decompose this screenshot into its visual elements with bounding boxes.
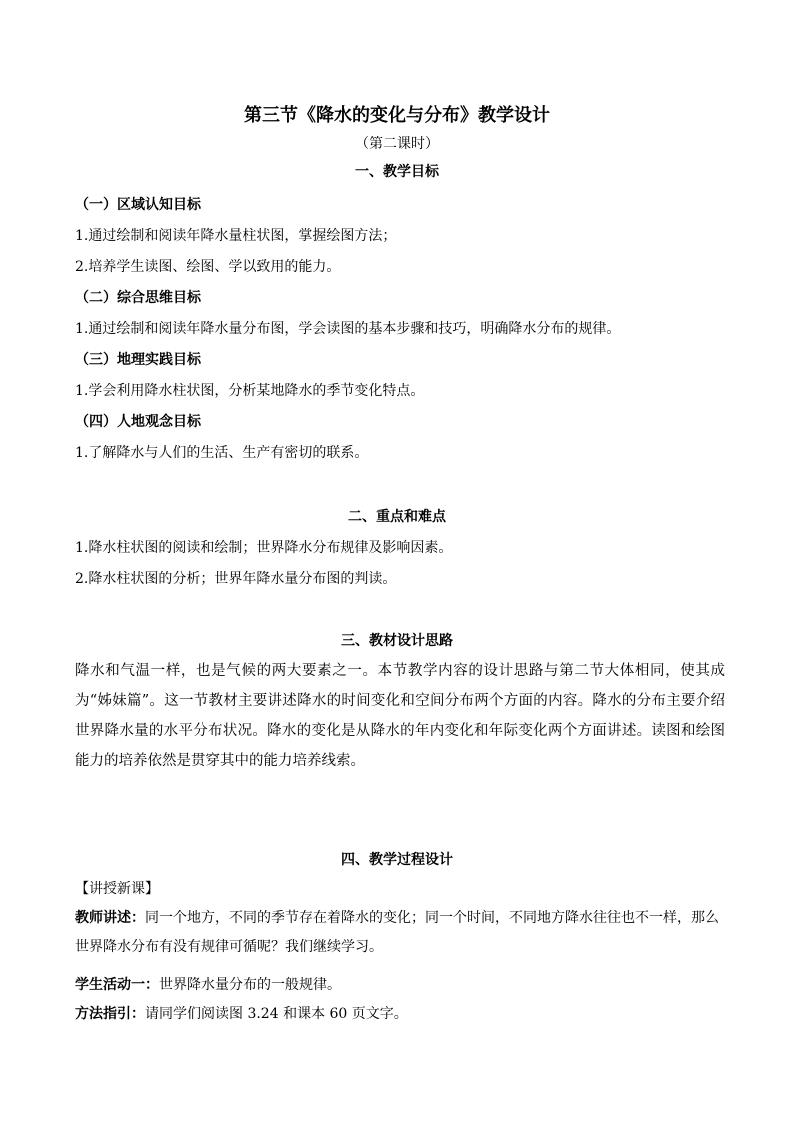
section-heading-design-ideas: 三、教材设计思路 [341,633,453,649]
activity-label: 学生活动一： [75,977,159,993]
method-text: 请同学们阅读图 3.24 和课本 60 页文字。 [145,1006,408,1022]
objective-item: 1.了解降水与人们的生活、生产有密切的联系。 [75,445,369,461]
subheading-regional-cognition: （一）区域认知目标 [75,197,201,213]
subheading-geographic-practice: （三）地理实践目标 [75,352,201,368]
key-point-item: 1.降水柱状图的阅读和绘制；世界降水分布规律及影响因素。 [75,540,453,556]
student-activity [75,971,725,1000]
subheading-comprehensive-thinking: （二）综合思维目标 [75,290,201,306]
section-heading-objectives: 一、教学目标 [355,164,439,180]
method-label: 方法指引： [75,1006,145,1022]
key-point-item: 2.降水柱状图的分析；世界年降水量分布图的判读。 [75,571,397,587]
lesson-tag: 【讲授新课】 [75,881,159,897]
section-heading-teaching-process: 四、教学过程设计 [341,852,453,868]
subheading-human-earth-concept: （四）人地观念目标 [75,414,201,430]
section-heading-key-points: 二、重点和难点 [348,509,446,525]
objective-item: 1.学会利用降水柱状图，分析某地降水的季节变化特点。 [75,383,425,399]
teacher-text: 同一个地方，不同的季节存在着降水的变化；同一个时间，不同地方降水往往也不一样，那么世界降水分布有没有规律可循呢？我们继续学习。 [75,910,719,955]
objective-item: 1.通过绘制和阅读年降水量分布图，学会读图的基本步骤和技巧，明确降水分布的规律。 [75,321,621,337]
teacher-narration [75,904,725,962]
objective-item: 1.通过绘制和阅读年降水量柱状图，掌握绘图方法； [75,228,397,244]
method-guide [75,1000,725,1029]
objective-item: 2.培养学生读图、绘图、学以致用的能力。 [75,259,341,275]
activity-text: 世界降水量分布的一般规律。 [159,977,341,993]
document-subtitle: （第二课时） [355,136,439,152]
design-ideas-paragraph: 降水和气温一样，也是气候的两大要素之一。本节教学内容的设计思路与第二节大体相同，使其成为“姊妹篇”。这一节教材主要讲述降水的时间变化和空间分布两个方面的内容。降水的分布主要介绍世界降水量的水平分布状况。降水的变化是从降水的年内变化和年际变化两个方面讲述。读图和绘图能力的培养依然是贯穿其中的能力培养线索。 [75,663,725,769]
document-title: 第三节《降水的变化与分布》教学设计 [244,105,550,126]
teacher-label: 教师讲述： [75,910,145,926]
